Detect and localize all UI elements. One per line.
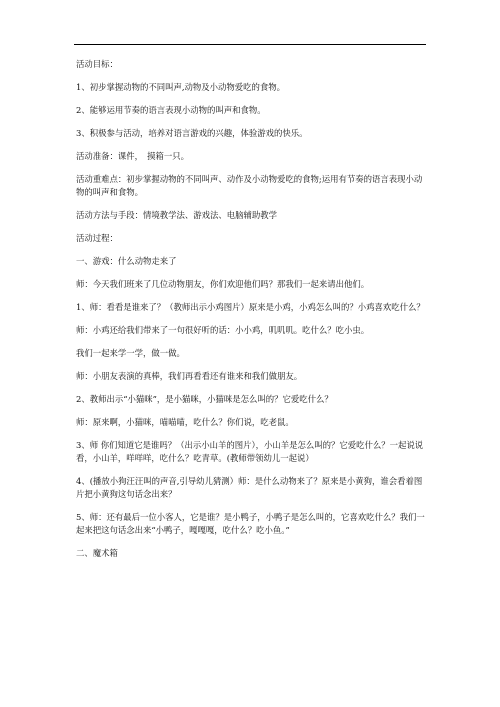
paragraph: 师：小鸡还给我们带来了一句很好听的话：小小鸡，叽叽叽。吃什么？吃小虫。 <box>76 325 370 335</box>
paragraph: 活动过程： <box>76 233 118 243</box>
paragraph: 活动重难点：初步掌握动物的不同叫声、动作及小动物爱吃的食物;运用有节奏的语言表现小动物的叫声和食物。 <box>76 174 423 197</box>
paragraph: 5、师：还有最后一位小客人，它是谁？是小鸭子，小鸭子是怎么叫的，它喜欢吃什么？我们一起来把这句话念出来“小鸭子，嘎嘎嘎，吃什么？吃小鱼。” <box>76 512 425 535</box>
paragraph: 活动方法与手段：情境教学法、游戏法、电脑辅助教学 <box>76 210 277 220</box>
paragraph: 3、师 你们知道它是谁吗？（出示小山羊的图片），小山羊是怎么叫的？它爱吃什么？一起说说看，小山羊，咩咩咩，吃什么？吃青草。(教师带领幼儿一起说） <box>76 440 424 463</box>
paragraph: 活动准备：课件， 摸箱一只。 <box>76 151 190 161</box>
document-body <box>76 58 426 570</box>
paragraph: 二、魔术箱 <box>76 548 118 558</box>
paragraph: 一、游戏：什么动物走来了 <box>76 256 177 266</box>
paragraph: 2、教师出示“小猫咪”，是小猫咪，小猫咪是怎么叫的？它爱吃什么？ <box>76 394 333 404</box>
paragraph: 4、(播放小狗汪汪叫的声音,引导幼儿猜测）师：是什么动物来了？原来是小黄狗，谁会看着图片把小黄狗这句话念出来？ <box>76 476 423 499</box>
paragraph: 2、能够运用节奏的语言表现小动物的叫声和食物。 <box>76 105 266 115</box>
paragraph: 1、师：看看是谁来了？（教师出示小鸡图片）原来是小鸡，小鸡怎么叫的？小鸡喜欢吃什么？ <box>76 302 425 312</box>
paragraph: 师：原来啊，小猫咪，喵喵喵，吃什么？你们说，吃老鼠。 <box>76 417 294 427</box>
paragraph: 师：小朋友表演的真棒，我们再看看还有谁来和我们做朋友。 <box>76 371 303 381</box>
paragraph: 1、初步掌握动物的不同叫声,动物及小动物爱吃的食物。 <box>76 82 285 92</box>
paragraph: 我们一起来学一学，做一做。 <box>76 348 185 358</box>
paragraph: 3、积极参与活动，培养对语言游戏的兴趣，体验游戏的快乐。 <box>76 128 308 138</box>
header-rule <box>74 44 426 45</box>
paragraph: 活动目标： <box>76 59 118 69</box>
paragraph: 师：今天我们班来了几位动物朋友，你们欢迎他们吗？那我们一起来请出他们。 <box>76 279 370 289</box>
